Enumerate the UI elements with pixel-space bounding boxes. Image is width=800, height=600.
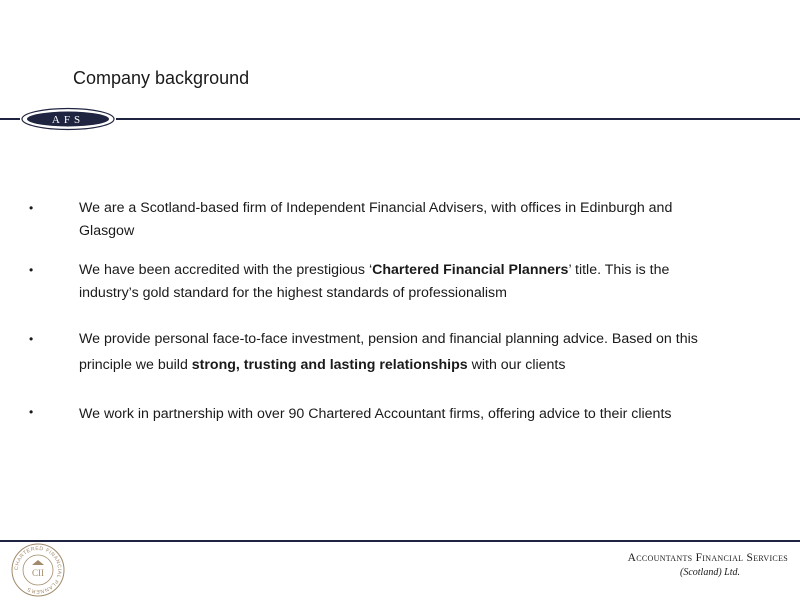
bullet-emphasis: Chartered Financial Planners <box>372 262 569 278</box>
footer-rule <box>0 540 800 542</box>
bullet-text: Glasgow <box>79 223 135 239</box>
company-name: Accountants Financial Services <box>627 552 788 564</box>
logo-text: AFS <box>51 114 85 126</box>
bullet-item <box>29 405 789 423</box>
bullet-text: with our clients <box>467 357 566 373</box>
bullet-text: We work in partnership with over 90 Chartered Accountant firms, offering advice to their clients <box>79 406 672 422</box>
company-logo <box>628 552 788 578</box>
bullet-text: We provide personal face-to-face investment, pension and financial planning advice. Based on this <box>79 331 698 347</box>
bullet-text: We have been accredited with the prestigious ‘ <box>79 262 373 278</box>
bullet-text: principle we build <box>79 357 192 373</box>
chartered-planners-badge <box>10 542 66 598</box>
bullet-marker: • <box>29 263 34 277</box>
bullet-marker: • <box>29 405 34 419</box>
bullet-emphasis: strong, trusting and lasting relationships <box>191 357 468 373</box>
bullet-text: industry’s gold standard for the highest standards of professionalism <box>79 285 507 301</box>
badge-center-text: CII <box>32 568 44 578</box>
badge-ring-text: CHARTERED FINANCIAL PLANNERS <box>13 545 63 595</box>
bullet-item <box>29 262 789 309</box>
bullet-item <box>29 200 789 247</box>
bullet-marker: • <box>29 332 34 346</box>
bullet-marker: • <box>29 201 34 215</box>
bullet-text: ’ title. This is the <box>568 262 670 278</box>
company-subtitle: (Scotland) Ltd. <box>680 567 740 578</box>
page-title: Company background <box>73 68 250 88</box>
bullet-text: We are a Scotland-based firm of Independent Financial Advisers, with offices in Edinburgh and <box>79 200 673 216</box>
bullet-item <box>29 331 789 384</box>
